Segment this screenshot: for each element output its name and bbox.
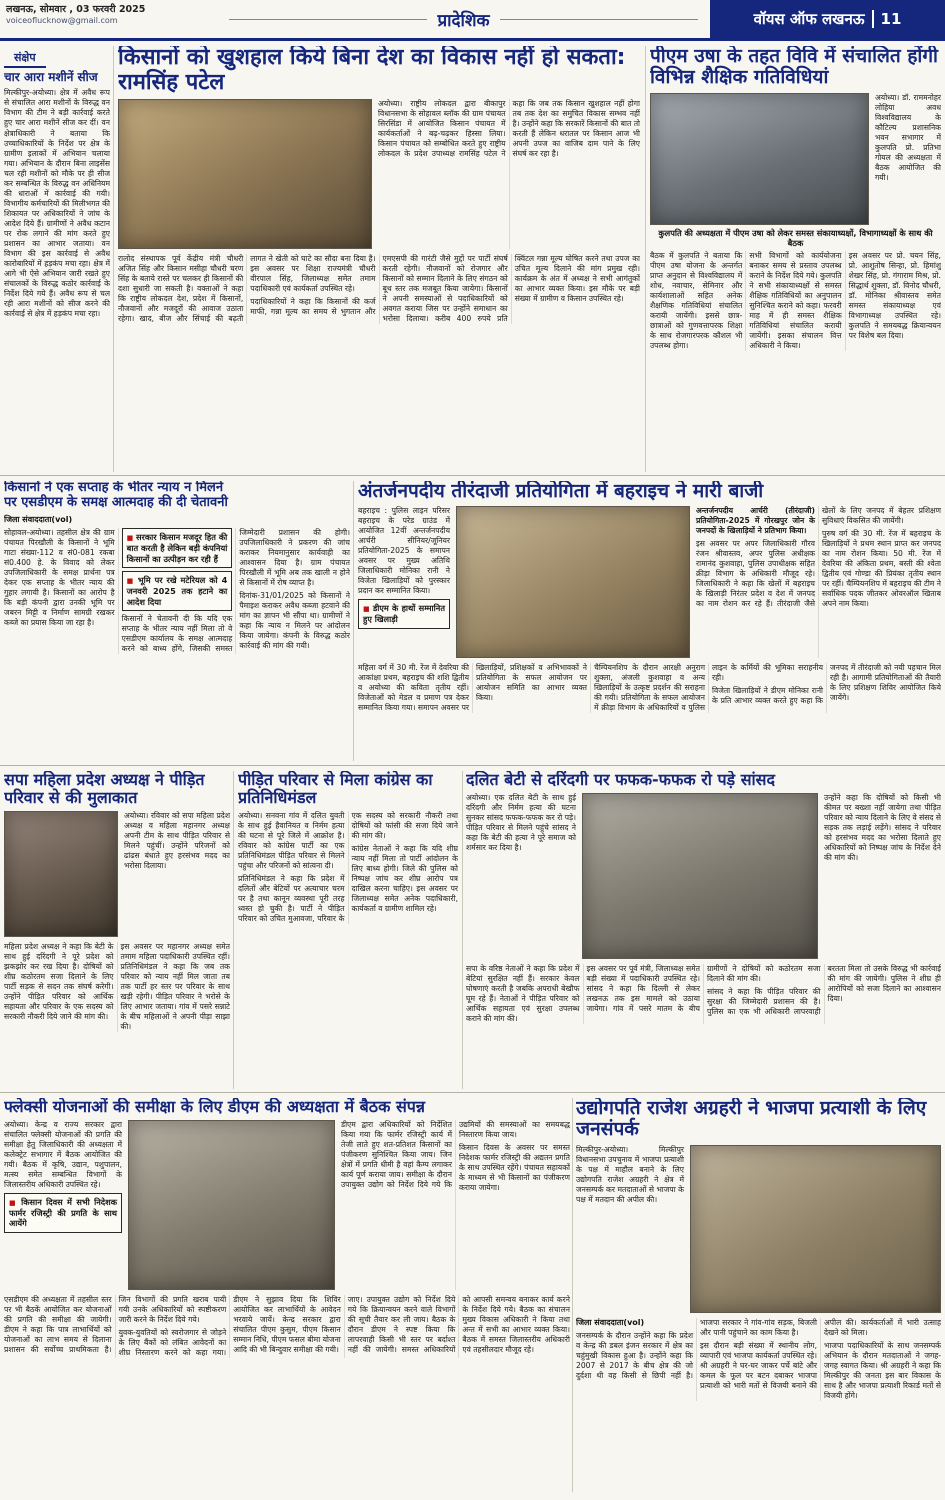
header-rule-right xyxy=(500,19,698,20)
farmers-body-2: रालोद संस्थापक पूर्व केंद्रीय मंत्री चौधरी अजित सिंह और किसान मसीहा चौधरी चरण सिंह के बताये रास्ते पर चलकर ही किसानों की दशा सुधारी जा सकती है। वक्ताओं ने कहा कि राष्ट्रीय लोकदल देश, प्रदेश में किसानों, नौजवानों और मजदूरों की आवाज उठाता रहेगा। खाद, बीज और सिंचाई की बढ़ती लागत ने खेती को घाटे का सौदा बना दिया है। इस अवसर पर शिक्षा राज्यमंत्री चौधरी वीरपाल सिंह, जिलाध्यक्ष समेत तमाम पदाधिकारी एवं कार्यकर्ता उपस्थित रहे। xyxy=(118,254,376,324)
page-number: 11 xyxy=(872,10,902,28)
mp-body-5: सांसद ने कहा कि पीड़ित परिवार की सुरक्षा की जिम्मेदारी प्रशासन की है। पुलिस का एक भी अधिकारी लापरवाही बरतता मिला तो उसके विरुद्ध भी कार्रवाई की मांग की जायेगी। पुलिस ने शीघ्र ही आरोपियों को सजा दिलाने का आश्वासन दिया। xyxy=(707,963,941,1016)
mp-body-2: उन्होंने कहा कि दोषियों को किसी भी कीमत पर बख्शा नहीं जायेगा तथा पीड़ित परिवार को न्याय दिलाने के लिए वे संसद से सड़क तक लड़ाई लड़ेंगे। सांसद ने परिवार को हरसंभव मदद का भरोसा दिलाते हुए अधिकारियों को निष्पक्ष जांच के निर्देश देने की मांग की। xyxy=(824,792,941,862)
industrialist-byline: जिला संवाददाता(vol) xyxy=(576,1317,645,1327)
mp-body-3: सपा के वरिष्ठ नेताओं ने कहा कि प्रदेश में बेटियां सुरक्षित नहीं हैं। सरकार केवल घोषणाएं करती है जबकि अपराधी बेखौफ घूम रहे हैं। नेताओं ने पीड़ित परिवार को आर्थिक सहायता एवं सुरक्षा उपलब्ध कराने की मांग की। xyxy=(466,963,580,1023)
column-rule-1 xyxy=(113,46,114,472)
sdm-body-3: दिनांक-31/01/2025 को किसानों ने पैमाइश कराकर अवैध कब्जा हटवाने की मांग का ज्ञापन भी सौंपा था। ग्रामीणों ने कहा कि न्याय न मिलने पर आंदोलन किया जायेगा। कंपनी के विरुद्ध कठोर कार्रवाई की मांग की गयी। xyxy=(239,591,350,651)
dm-body-lead: अयोध्या। केन्द्र व राज्य सरकार द्वारा संचालित फ्लेक्सी योजनाओं की प्रगति की समीक्षा हेतु जिलाधिकारी की अध्यक्षता में कलेक्ट्रेट सभागार में बैठक आयोजित की गयी। बैठक में कृषि, उद्यान, पशुपालन, मत्स्य समेत सम्बन्धित विभागों के जिलास्तरीय अधिकारी उपस्थित रहे। xyxy=(4,1119,122,1189)
mp-body-4: इस अवसर पर पूर्व मंत्री, जिलाध्यक्ष समेत बड़ी संख्या में पदाधिकारी उपस्थित रहे। सांसद ने कहा कि दिल्ली से लेकर लखनऊ तक इस मामले को उठाया जायेगा। गांव में पसरे मातम के बीच ग्रामीणों ने दोषियों को कठोरतम सजा दिलाने की मांग की। xyxy=(586,963,821,1013)
industrialist-article xyxy=(576,1098,941,1494)
sdm-body-2: किसानों ने चेतावनी दी कि यदि एक सप्ताह के भीतर न्याय नहीं मिला तो वे एसडीएम कार्यालय के समक्ष आत्मदाह करने को बाध्य होंगे, जिसकी समस्त जिम्मेदारी प्रशासन की होगी। उपजिलाधिकारी ने प्रकरण की जांच कराकर नियमानुसार कार्यवाही का आश्वासन दिया है। ग्राम पंचायत पिरखौली में भूमि अब तक खाली न होने से किसानों में रोष व्याप्त है। xyxy=(121,528,350,654)
archery-body-3: पुरुष वर्ग की 30 मी. रेंज में बहराइच के खिलाड़ियों ने प्रथम स्थान प्राप्त कर जनपद का नाम रोशन किया। 50 मी. रेंज में देवरिया की अंकिता प्रथम, बस्ती की श्वेता द्वितीय एवं गोण्डा की प्रियंका तृतीय स्थान पर रहीं। चैम्पियनशिप में बहराइच की टीम ने सर्वाधिक पदक जीतकर ओवरऑल खिताब अपने नाम किया। xyxy=(822,529,941,609)
congress-headline: पीड़ित परिवार से मिला कांग्रेस का प्रतिनिधिमंडल xyxy=(238,771,433,807)
brief-body: मिल्कीपुर-अयोध्या। क्षेत्र में अवैध रूप से संचालित आरा मशीनों के विरुद्ध वन विभाग की टीम ने बड़ी कार्रवाई करते हुए चार आरा मशीनें सीज कर दीं। वन क्षेत्राधिकारी ने बताया कि उच्चाधिकारियों के निर्देश पर क्षेत्र के ग्रामीण इलाकों में अभियान चलाया गया। अभियान के दौरान बिना लाइसेंस चल रही मशीनों को मौके पर ही सीज कर सम्बन्धित के विरुद्ध वन अधिनियम की धाराओं में कार्रवाई की गयी। विभागीय कर्मचारियों की मिलीभगत की शिकायत पर अधिकारियों ने जांच के आदेश दिये हैं। ग्रामीणों ने अवैध कटान पर रोक लगाने की मांग करते हुए प्रशासन का आभार जताया। वन विभाग की इस कार्रवाई से अवैध कारोबारियों में हड़कंप मचा रहा। क्षेत्र में आगे भी ऐसे अभियान जारी रखते हुए संचालकों के विरुद्ध कठोर कार्रवाई के निर्देश दिये गये हैं। अवैध रूप से चल रही आरा मशीनों को सीज करने की कार्रवाई से क्षेत्र में हड़कंप मचा रहा। xyxy=(4,88,110,318)
header-rule-left xyxy=(229,19,427,20)
mp-body-lead: अयोध्या। एक दलित बेटी के साथ हुई दरिंदगी और निर्मम हत्या की घटना सुनकर सांसद फफक-फफक कर रो पड़े। पीड़ित परिवार से मिलने पहुंचे सांसद ने कहा कि बेटी की हत्या ने पूरे समाज को शर्मसार कर दिया है। xyxy=(466,792,576,852)
industrialist-body-3: इस दौरान बड़ी संख्या में स्थानीय लोग, व्यापारी एवं भाजपा कार्यकर्ता उपस्थित रहे। श्री अग्रहरी ने घर-घर जाकर पर्चे बांटे और कमल के फूल पर बटन दबाकर भाजपा प्रत्याशी को भारी मतों से विजयी बनाने की अपील की। कार्यकर्ताओं में भारी उत्साह देखने को मिला। xyxy=(700,1317,941,1390)
farmers-body-lead: अयोध्या। राष्ट्रीय लोकदल द्वारा बीकापुर विधानसभा के सोहावल ब्लॉक की ग्राम पंचायत सिरसिंडा में आयोजित किसान पंचायत में कार्यकर्ताओं ने बढ़-चढ़कर हिस्सा लिया। किसान पंचायत को सम्बोधित करते हुए राष्ट्रीय लोकदल के प्रदेश उपाध्यक्ष रामसिंह पटेल ने कहा कि जब तक किसान खुशहाल नहीं होगा तब तक देश का समुचित विकास सम्भव नहीं है। उन्होंने कहा कि सरकारें किसानों की बात तो करती हैं लेकिन धरातल पर किसान आज भी अपनी उपज का वाजिब दाम पाने के लिए संघर्ष कर रहा है। xyxy=(378,99,640,159)
briefs-column xyxy=(4,46,110,472)
contact-email: voiceoflucknow@gmail.com xyxy=(6,16,118,26)
industrialist-headline: उद्योगपति राजेश अग्रहरी ने भाजपा प्रत्याशी के लिए जनसंपर्क xyxy=(576,1098,927,1141)
row-divider-3 xyxy=(0,1092,945,1093)
congress-body-2: प्रतिनिधिमंडल ने कहा कि प्रदेश में दलितों और बेटियों पर अत्याचार चरम पर है तथा कानून व्यवस्था पूरी तरह ध्वस्त हो चुकी है। पार्टी ने पीड़ित परिवार को उचित मुआवजा, परिवार के एक सदस्य को सरकारी नौकरी तथा दोषियों को फांसी की सजा दिये जाने की मांग की। xyxy=(238,810,458,923)
sapa-visit-headline: सपा महिला प्रदेश अध्यक्ष ने पीड़ित परिवार से की मुलाकात xyxy=(4,771,205,807)
university-meeting-photo xyxy=(650,93,869,225)
archery-article xyxy=(358,481,941,761)
sdm-byline: जिला संवाददाता(vol) xyxy=(4,515,73,525)
dm-review-headline: फ्लेक्सी योजनाओं की समीक्षा के लिए डीएम की अध्यक्षता में बैठक संपन्न xyxy=(4,1098,425,1116)
congress-body-3: कांग्रेस नेताओं ने कहा कि यदि शीघ्र न्याय नहीं मिला तो पार्टी आंदोलन के लिए बाध्य होगी। जिले की पुलिस को निष्पक्ष जांच कर शीघ्र आरोप पत्र दाखिल करना चाहिए। इस अवसर पर जिलाध्यक्ष समेत अनेक पदाधिकारी, कार्यकर्ता व ग्रामीण शामिल रहे। xyxy=(351,843,458,913)
industrialist-body-lead: मिल्कीपुर-अयोध्या। मिल्कीपुर विधानसभा उपचुनाव में भाजपा प्रत्याशी के पक्ष में माहौल बनाने के लिए उद्योगपति राजेश अग्रहरी ने क्षेत्र में जनसम्पर्क कर मतदाताओं से भाजपा के पक्ष में मतदान की अपील की। xyxy=(576,1144,684,1204)
industrialist-body-4: भाजपा पदाधिकारियों के साथ जनसम्पर्क अभियान के दौरान मतदाताओं ने जगह-जगह स्वागत किया। श्री अग्रहरी ने कहा कि मिल्कीपुर की जनता इस बार विकास के साथ है और भाजपा प्रत्याशी रिकार्ड मतों से विजयी होंगे। xyxy=(824,1340,941,1400)
sapa-body-3: इस अवसर पर महानगर अध्यक्ष समेत तमाम महिला पदाधिकारी उपस्थित रहीं। प्रतिनिधिमंडल ने कहा कि जब तक परिवार को न्याय नहीं मिल जाता तब तक पार्टी हर स्तर पर परिवार के साथ खड़ी रहेगी। पीड़ित परिवार ने भरोसे के लिए आभार जताया। गांव में पसरे सन्नाटे के बीच महिलाओं ने अपनी पीड़ा साझा की। xyxy=(120,941,230,1031)
row-divider-1 xyxy=(0,475,945,476)
sdm-subhead-2: ■ भूमि पर रखे मटेरियल को 4 जनवरी 2025 तक हटाने का आदेश दिया xyxy=(122,571,233,611)
column-rule-4 xyxy=(233,771,234,1089)
pm-usha-side-text: अयोध्या। डॉ. राममनोहर लोहिया अवध विश्वविद्यालय के कौटिल्य प्रशासनिक भवन सभागार में कुलपति प्रो. प्रतिभा गोयल की अध्यक्षता में बैठक आयोजित की गयी। xyxy=(875,92,941,182)
archery-award-photo xyxy=(456,506,690,658)
bjp-campaign-photo xyxy=(690,1145,941,1313)
sdm-warning-article xyxy=(4,481,350,761)
dateline: लखनऊ, सोमवार , 03 फरवरी 2025 xyxy=(6,4,146,15)
dm-body-3: एसडीएम की अध्यक्षता में तहसील स्तर पर भी बैठकें आयोजित कर योजनाओं की प्रगति की समीक्षा की जायेगी। डीएम ने कहा कि पात्र लाभार्थियों को योजनाओं का लाभ समय से दिलाना प्रशासन की सर्वोच्च प्राथमिकता है। जिन विभागों की प्रगति खराब पायी गयी उनके अधिकारियों को स्पष्टीकरण जारी करने के निर्देश दिये गये। xyxy=(4,1294,227,1354)
mp-cried-article xyxy=(466,771,941,1089)
column-rule-5 xyxy=(462,771,463,1089)
dm-body-4: युवक-युवतियों को स्वरोजगार से जोड़ने के लिए बैंकों को लंबित आवेदनों का शीघ्र निस्तारण करने को कहा गया। डीएम ने सुझाव दिया कि शिविर आयोजित कर लाभार्थियों के आवेदन भरवाये जायें। केन्द्र सरकार द्वारा संचालित पीएम कुसुम, पीएम किसान सम्मान निधि, पीएम फसल बीमा योजना आदि की भी बिन्दुवार समीक्षा की गयी। xyxy=(118,1294,341,1357)
sdm-warning-headline: किसानों ने एक सप्ताह के भीतर न्याय न मिलने पर एसडीएम के समक्ष आत्मदाह की दी चेतावनी xyxy=(4,481,228,510)
sdm-body-lead: सोहावल-अयोध्या। तहसील क्षेत्र की ग्राम पंचायत पिरखौली के किसानों ने भूमि गाटा संख्या-112 व सं0-081 रकबा सं0.400 हे. के विवाद को लेकर उपजिलाधिकारी के समक्ष प्रार्थना पत्र देकर एक सप्ताह के भीतर न्याय की गुहार लगायी है। किसानों का आरोप है कि बड़ी कंपनी द्वारा उनकी भूमि पर जबरन मिट्टी व निर्माण सामग्री रखकर कब्जे का प्रयास किया जा रहा है। xyxy=(4,528,115,628)
dm-review-article xyxy=(4,1098,570,1494)
mp-meeting-photo xyxy=(582,793,818,959)
dm-review-meeting-photo xyxy=(128,1120,335,1290)
section-header xyxy=(217,0,710,38)
archery-body-lead: बहराइच : पुलिस लाइन परिसर बहराइच के परेड ग्राउंड में आयोजित 12वीं अन्तर्जनपदीय आर्चरी सीनियर/जूनियर प्रतियोगिता-2025 के समापन अवसर पर मुख्य अतिथि जिलाधिकारी मोनिका रानी ने विजेता खिलाड़ियों को पुरस्कार प्रदान कर सम्मानित किया। xyxy=(358,506,450,596)
section-title: प्रादेशिक xyxy=(437,10,490,31)
column-rule-2 xyxy=(645,46,646,472)
column-rule-3 xyxy=(353,481,354,761)
brief-headline: चार आरा मशीनें सीज xyxy=(4,70,98,84)
farmers-headline: किसानों को खुशहाल किये बिना देश का विकास नहीं हो सकता: रामसिंह पटेल xyxy=(118,46,626,95)
pm-usha-body-2: बैठक में कुलपति ने बताया कि पीएम उषा योजना के अन्तर्गत प्राप्त अनुदान से विश्वविद्यालय में शोध, नवाचार, सेमिनार और कार्यशालाओं सहित अनेक शैक्षणिक गतिविधियां संचालित करायी जायेंगी। इससे छात्र-छात्राओं को गुणवत्तापरक शिक्षा के साथ रोजगारपरक कौशल भी उपलब्ध होगा। xyxy=(650,251,743,351)
column-rule-6 xyxy=(572,1098,573,1492)
congress-delegation-article xyxy=(238,771,458,1089)
archery-body-2: इस अवसर पर अपर जिलाधिकारी गौरव रंजन श्रीवास्तव, अपर पुलिस अधीक्षक रामानंद कुशवाहा, पुलिस उपाधीक्षक सहित क्रीड़ा विभाग के अधिकारी मौजूद रहे। जिलाधिकारी ने कहा कि खेलों में बहराइच के खिलाड़ी निरंतर प्रदेश व देश में जनपद का नाम रोशन कर रहे हैं। तीरंदाजी जैसे खेलों के लिए जनपद में बेहतर प्रशिक्षण सुविधाएं विकसित की जायेंगी। xyxy=(696,506,941,609)
pm-usha-body-4: इस अवसर पर प्रो. चयन सिंह, प्रो. आशुतोष सिन्हा, प्रो. हिमांशु शेखर सिंह, प्रो. गंगाराम मिश्र, प्रो. सिद्धार्थ शुक्ला, डॉ. विनोद चौधरी, डॉ. मोनिका श्रीवास्तव समेत समस्त संकायाध्यक्ष एवं विभागाध्यक्ष उपस्थित रहे। कुलपति ने समयबद्ध क्रियान्वयन पर विशेष बल दिया। xyxy=(848,251,941,341)
industrialist-body-2: जनसम्पर्क के दौरान उन्होंने कहा कि प्रदेश व केन्द्र की डबल इंजन सरकार में क्षेत्र का चहुंमुखी विकास हुआ है। उन्होंने कहा कि 2007 से 2017 के बीच क्षेत्र की जो दुर्दशा थी वह किसी से छिपी नहीं है। भाजपा सरकार ने गांव-गांव सड़क, बिजली और पानी पहुंचाने का काम किया है। xyxy=(576,1317,817,1381)
dm-body-2b: किसान दिवस के अवसर पर समस्त निदेशक फार्मर रजिस्ट्री की अद्यतन प्रगति के साथ उपस्थित रहेंगे। पंचायत सहायकों के माध्यम से भी किसानों का पंजीकरण कराया जायेगा। xyxy=(459,1142,570,1192)
farmers-meeting-photo xyxy=(118,99,372,249)
pm-usha-photo-caption: कुलपति की अध्यक्षता में पीएम उषा को लेकर समस्त संकायाध्यक्षों, विभागाध्यक्षों के साथ की बैठक xyxy=(658,227,933,248)
header-left xyxy=(0,0,217,38)
archery-bold-lead: अन्तर्जनपदीय आर्चरी (तीरंदाजी) प्रतियोगिता-2025 में गोरखपुर जोन के जनपदों के खिलाड़ियों ने प्रतिभाग किया। xyxy=(696,506,815,536)
congress-body-lead: अयोध्या। सनवना गांव में दलित युवती के साथ हुई हैवानियत व निर्मम हत्या की घटना से पूरे जिले में आक्रोश है। रविवार को कांग्रेस पार्टी का एक प्रतिनिधिमंडल पीड़ित परिवार से मिलने पहुंचा और परिजनों को सांत्वना दी। xyxy=(238,810,345,870)
masthead-title: वॉयस ऑफ लखनऊ xyxy=(753,10,865,28)
masthead xyxy=(710,0,945,38)
sapa-body-lead: अयोध्या। रविवार को सपा महिला प्रदेश अध्यक्ष व महिला महानगर अध्यक्ष अपनी टीम के साथ पीड़ित परिवार से मिलने पहुंचीं। उन्होंने परिजनों को ढांढस बंधाते हुए हरसंभव मदद का भरोसा दिलाया। xyxy=(124,810,230,870)
sdm-subhead-1: ■ सरकार किसान मजदूर हित की बात करती है लेकिन बड़ी कंपनियां किसानों का उत्पीड़न कर रही हैं xyxy=(122,528,233,568)
mp-cried-headline: दलित बेटी से दरिंदगी पर फफक-फफक रो पड़े सांसद xyxy=(466,771,775,789)
briefs-label: संक्षेप xyxy=(4,50,46,68)
pm-usha-headline: पीएम उषा के तहत विवि में संचालित होंगी विभिन्न शैक्षिक गतिविधियां xyxy=(650,46,938,89)
farmers-article xyxy=(118,46,640,472)
farmers-body-3: पदाधिकारियों ने कहा कि किसानों की कर्ज माफी, गन्ना मूल्य का समय से भुगतान और एमएसपी की गारंटी जैसे मुद्दों पर पार्टी संघर्ष करती रहेगी। नौजवानों को रोजगार और किसानों को सम्मान दिलाने के लिए संगठन को बूथ स्तर तक मजबूत किया जायेगा। किसानों ने अपनी समस्याओं से पदाधिकारियों को अवगत कराया जिस पर उन्होंने समाधान का भरोसा दिलाया। करीब 400 रुपये प्रति क्विंटल गन्ना मूल्य घोषित करने तथा उपज का उचित मूल्य दिलाने की मांग प्रमुख रही। कार्यक्रम के अंत में अध्यक्ष ने सभी आगंतुकों का आभार व्यक्त किया। इस मौके पर बड़ी संख्या में ग्रामीण व किसान उपस्थित रहे। xyxy=(250,254,640,324)
archery-body-4: महिला वर्ग में 30 मी. रेंज में देवरिया की आकांक्षा प्रथम, बहराइच की शशि द्वितीय व अयोध्या की कविता तृतीय रहीं। विजेताओं को मेडल व प्रमाण पत्र देकर सम्मानित किया गया। समापन अवसर पर खिलाड़ियों, प्रशिक्षकों व अभिभावकों ने प्रतियोगिता के सफल आयोजन पर आयोजन समिति का आभार व्यक्त किया। xyxy=(358,663,587,713)
sapa-body-2: महिला प्रदेश अध्यक्ष ने कहा कि बेटी के साथ हुई दरिंदगी ने पूरे प्रदेश को झकझोर कर रख दिया है। दोषियों को शीघ्र कठोरतम सजा दिलाने के लिए पार्टी सड़क से सदन तक संघर्ष करेगी। उन्होंने पीड़ित परिवार को आर्थिक सहायता और परिवार के एक सदस्य को सरकारी नौकरी दिये जाने की मांग की। xyxy=(4,941,114,1021)
archery-subhead: ■ डीएम के हाथों सम्मानित हुए खिलाड़ी xyxy=(358,599,450,628)
row-divider-2 xyxy=(0,765,945,766)
pm-usha-body-3: सभी विभागों को कार्ययोजना बनाकर समय से प्रस्ताव उपलब्ध कराने के निर्देश दिये गये। कुलपति ने सभी संकायाध्यक्षों से समस्त शैक्षिक गतिविधियों का अनुपालन सुनिश्चित कराने को कहा। फरवरी माह में ही समस्त शैक्षिक गतिविधियां संचालित करायी जायेंगी। इसका संचालन वित्त अधिकारी ने किया। xyxy=(749,251,842,351)
dm-subhead: ■ किसान दिवस में सभी निदेशक फार्मर रजिस्ट्री की प्रगति के साथ आयेंगे xyxy=(4,1193,122,1233)
page-header xyxy=(0,0,945,41)
archery-body-6: विजेता खिलाड़ियों ने डीएम मोनिका रानी के प्रति आभार व्यक्त करते हुए कहा कि जनपद में तीरंदाजी को नयी पहचान मिल रही है। आगामी प्रतियोगिताओं की तैयारी के लिए प्रशिक्षण शिविर आयोजित किये जायेंगे। xyxy=(712,663,941,706)
dm-body-2: डीएम द्वारा अधिकारियों को निर्देशित किया गया कि फार्मर रजिस्ट्री कार्य में तेजी लाते हुए शत-प्रतिशत किसानों का पंजीकरण सुनिश्चित किया जाय। जिन क्षेत्रों में प्रगति धीमी है वहां कैम्प लगाकर कार्य पूर्ण कराया जाय। समीक्षा के दौरान उपायुक्त उद्योग को निर्देश दिये गये कि उद्यमियों की समस्याओं का समयबद्ध निस्तारण किया जाय। xyxy=(341,1119,570,1189)
archery-headline: अंतर्जनपदीय तीरंदाजी प्रतियोगिता में बहराइच ने मारी बाजी xyxy=(358,481,764,502)
sp-women-visit-photo xyxy=(4,811,118,937)
dm-body-5: जाए। उपायुक्त उद्योग को निर्देश दिये गये कि क्रियान्वयन करने वाले विभागों की सूची तैयार कर ली जाय। बैठक के दौरान डीएम ने स्पष्ट किया कि लापरवाही किसी भी स्तर पर बर्दाश्त नहीं की जायेगी। समस्त अधिकारियों को आपसी समन्वय बनाकर कार्य करने के निर्देश दिये गये। बैठक का संचालन मुख्य विकास अधिकारी ने किया तथा अन्त में सभी का आभार व्यक्त किया। बैठक में समस्त जिलास्तरीय अधिकारी एवं तहसीलदार मौजूद रहे। xyxy=(347,1294,570,1354)
archery-body-5: चैम्पियनशिप के दौरान आरक्षी अनुराग शुक्ला, अंजली कुशवाहा व अन्य खिलाड़ियों के उत्कृष्ट प्रदर्शन की सराहना की गयी। प्रतियोगिता के सफल आयोजन में क्रीड़ा विभाग के अधिकारियों व पुलिस लाइन के कर्मियों की भूमिका सराहनीय रही। xyxy=(594,663,823,713)
sapa-visit-article xyxy=(4,771,230,1089)
pm-usha-article xyxy=(650,46,941,472)
